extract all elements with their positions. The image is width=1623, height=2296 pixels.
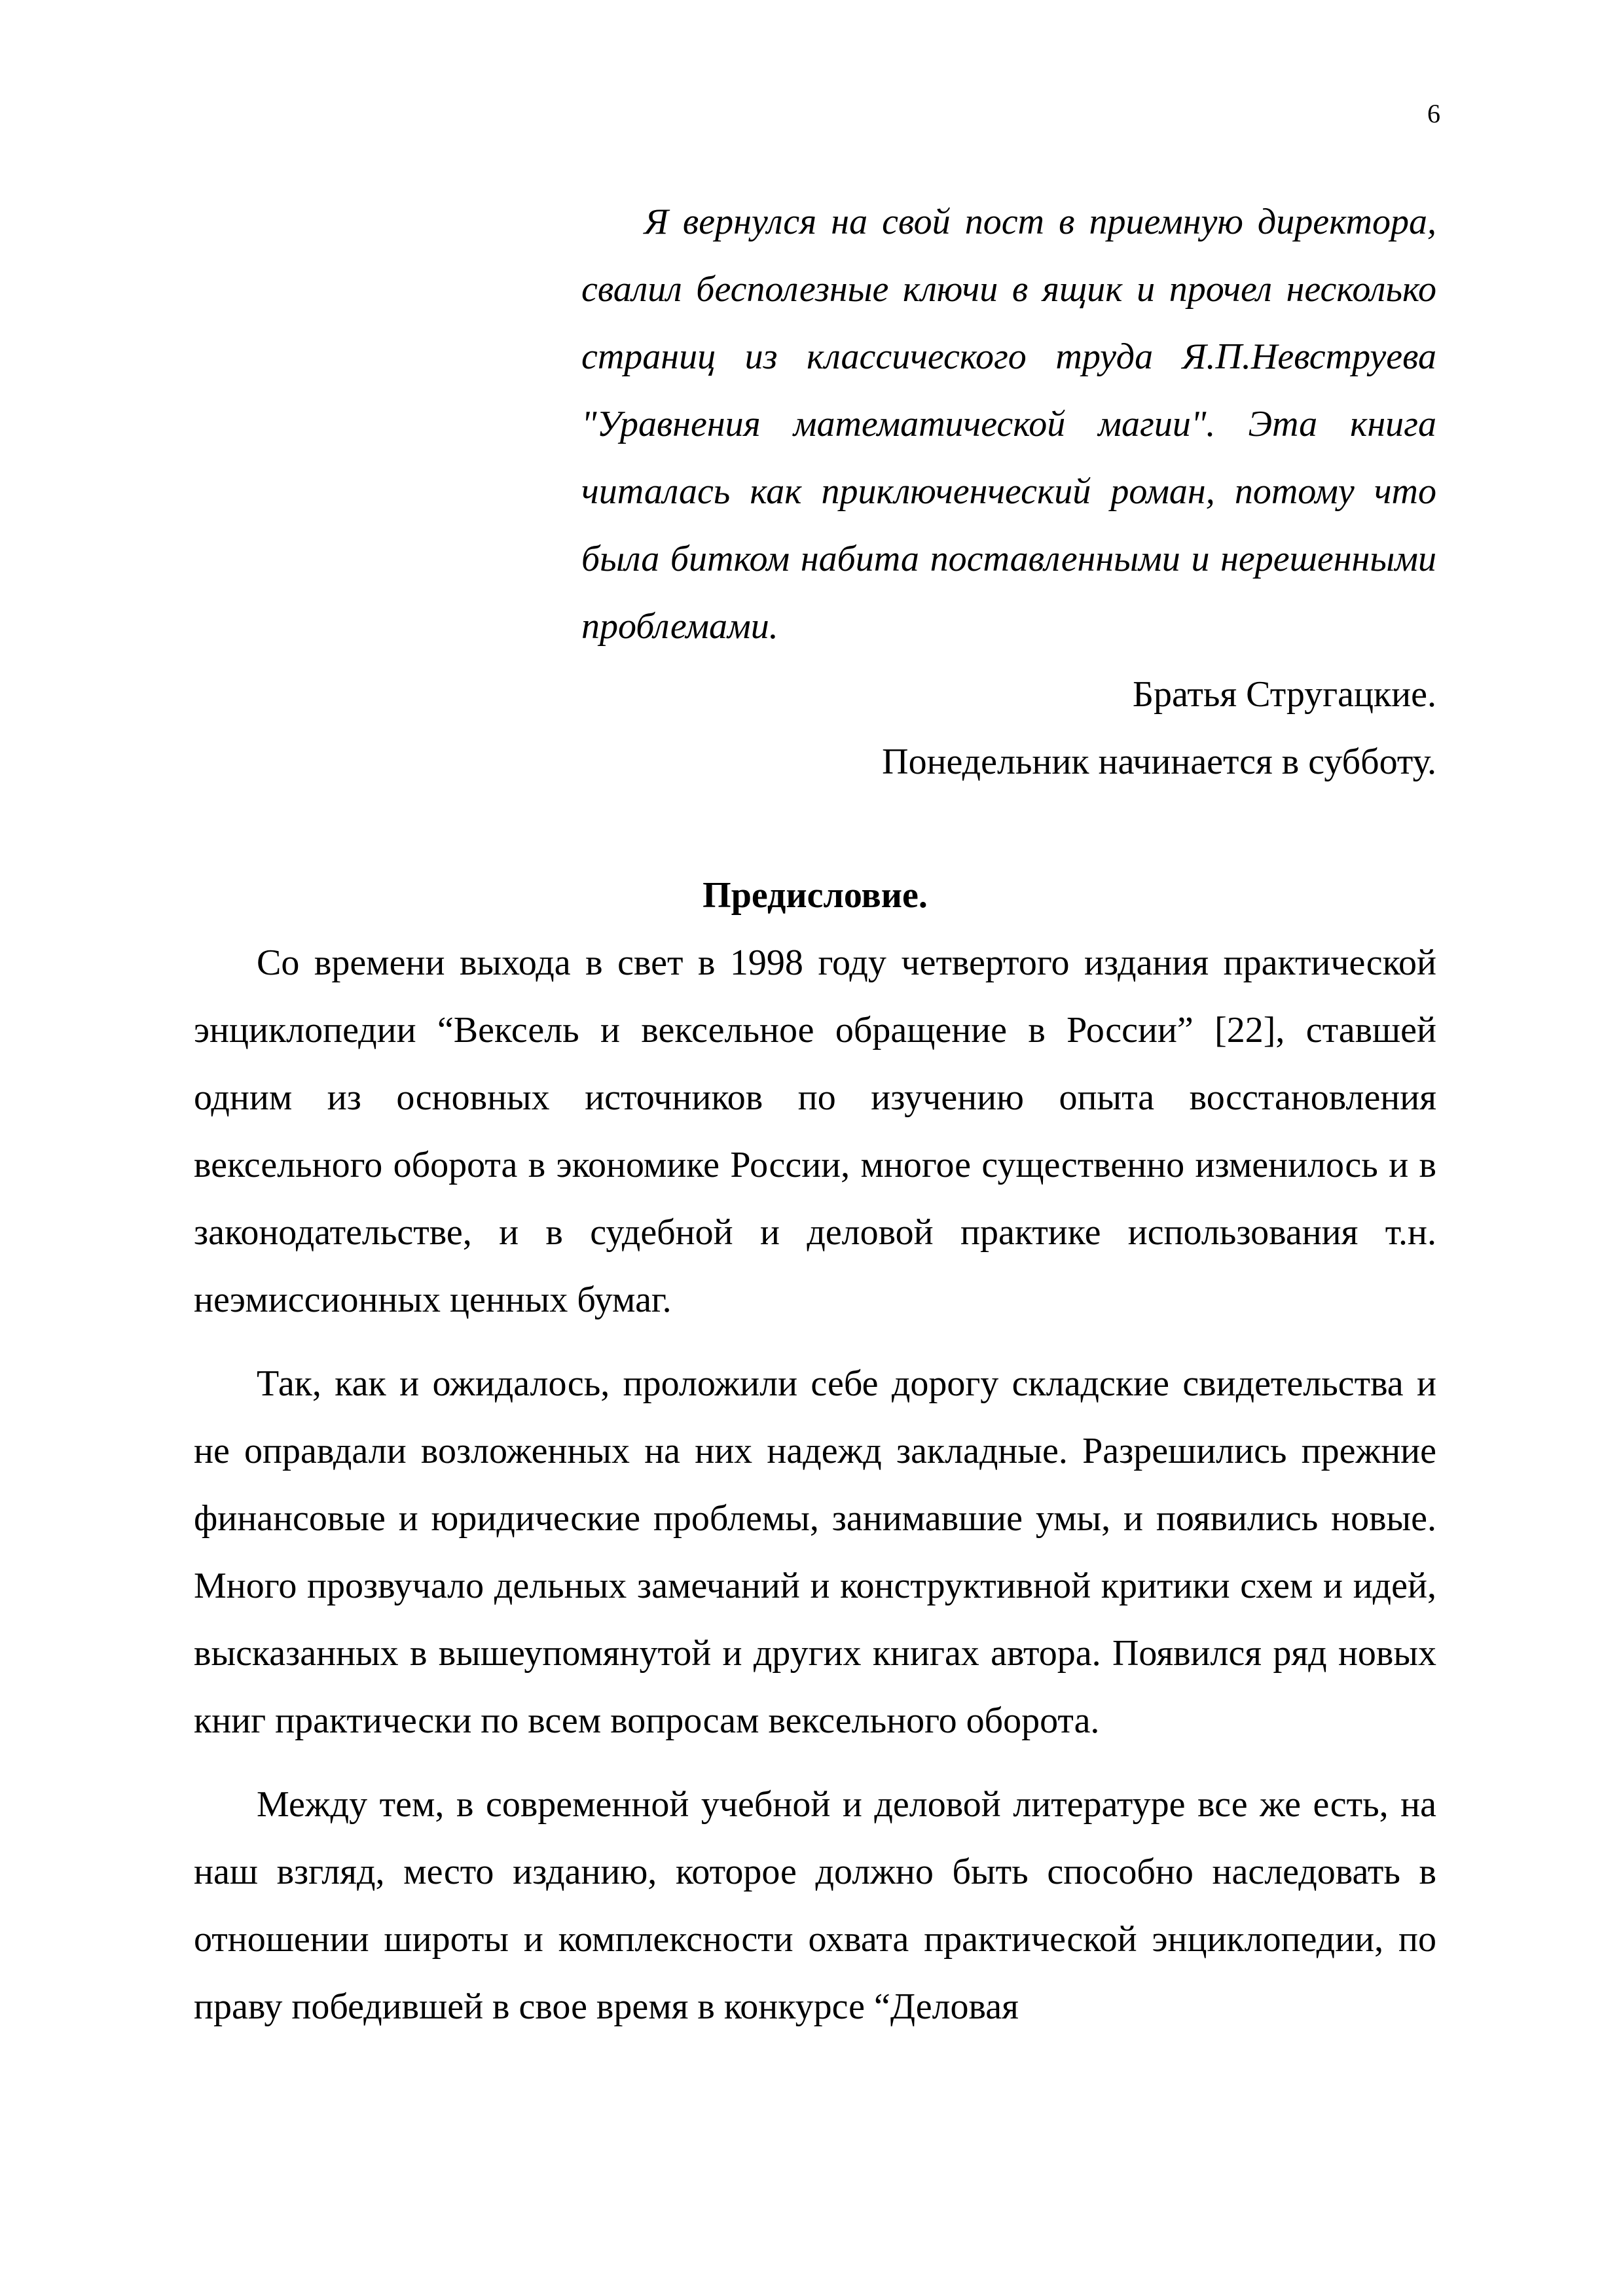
epigraph-source: Понедельник начинается в субботу.	[882, 742, 1436, 782]
preface-body	[194, 929, 1436, 2057]
section-heading: Предисловие.	[702, 875, 928, 916]
epigraph-authors: Братья Стругацкие.	[1132, 674, 1436, 715]
preface-paragraph: Со времени выхода в свет в 1998 году четвертого издания практической энциклопедии “Вексель и вексельное обращение в России” [22], ставшей одним из основных источников по изучению опыта восстановления вексельного оборота в экономике России, многое существенно изменилось и в законодательстве, и в судебной и деловой практике использования т.н. неэмиссионных ценных бумаг.	[194, 942, 1436, 1320]
page-number: 6	[1427, 99, 1440, 128]
preface-paragraph: Так, как и ожидалось, проложили себе дорогу складские свидетельства и не оправдали возложенных на них надежд закладные. Разрешились прежние финансовые и юридические проблемы, занимавшие умы, и появились новые. Много прозвучало дельных замечаний и конструктивной критики схем и идей, высказанных в вышеупомянутой и других книгах автора. Появился ряд новых книг практически по всем вопросам вексельного оборота.	[194, 1363, 1436, 1741]
preface-paragraph: Между тем, в современной учебной и деловой литературе все же есть, на наш взгляд, место изданию, которое должно быть способно наследовать в отношении широты и комплексности охвата практической энциклопедии, по праву победившей в свое время в конкурсе “Деловая	[194, 1784, 1436, 2027]
epigraph-quote: Я вернулся на свой пост в приемную директора, свалил бесполезные ключи в ящик и прочел несколько страниц из классического труда Я.П.Невструева "Уравнения математической магии". Эта книга читалась как приключенческий роман, потому что была битком набита поставленными и нерешенными проблемами.	[581, 202, 1436, 647]
